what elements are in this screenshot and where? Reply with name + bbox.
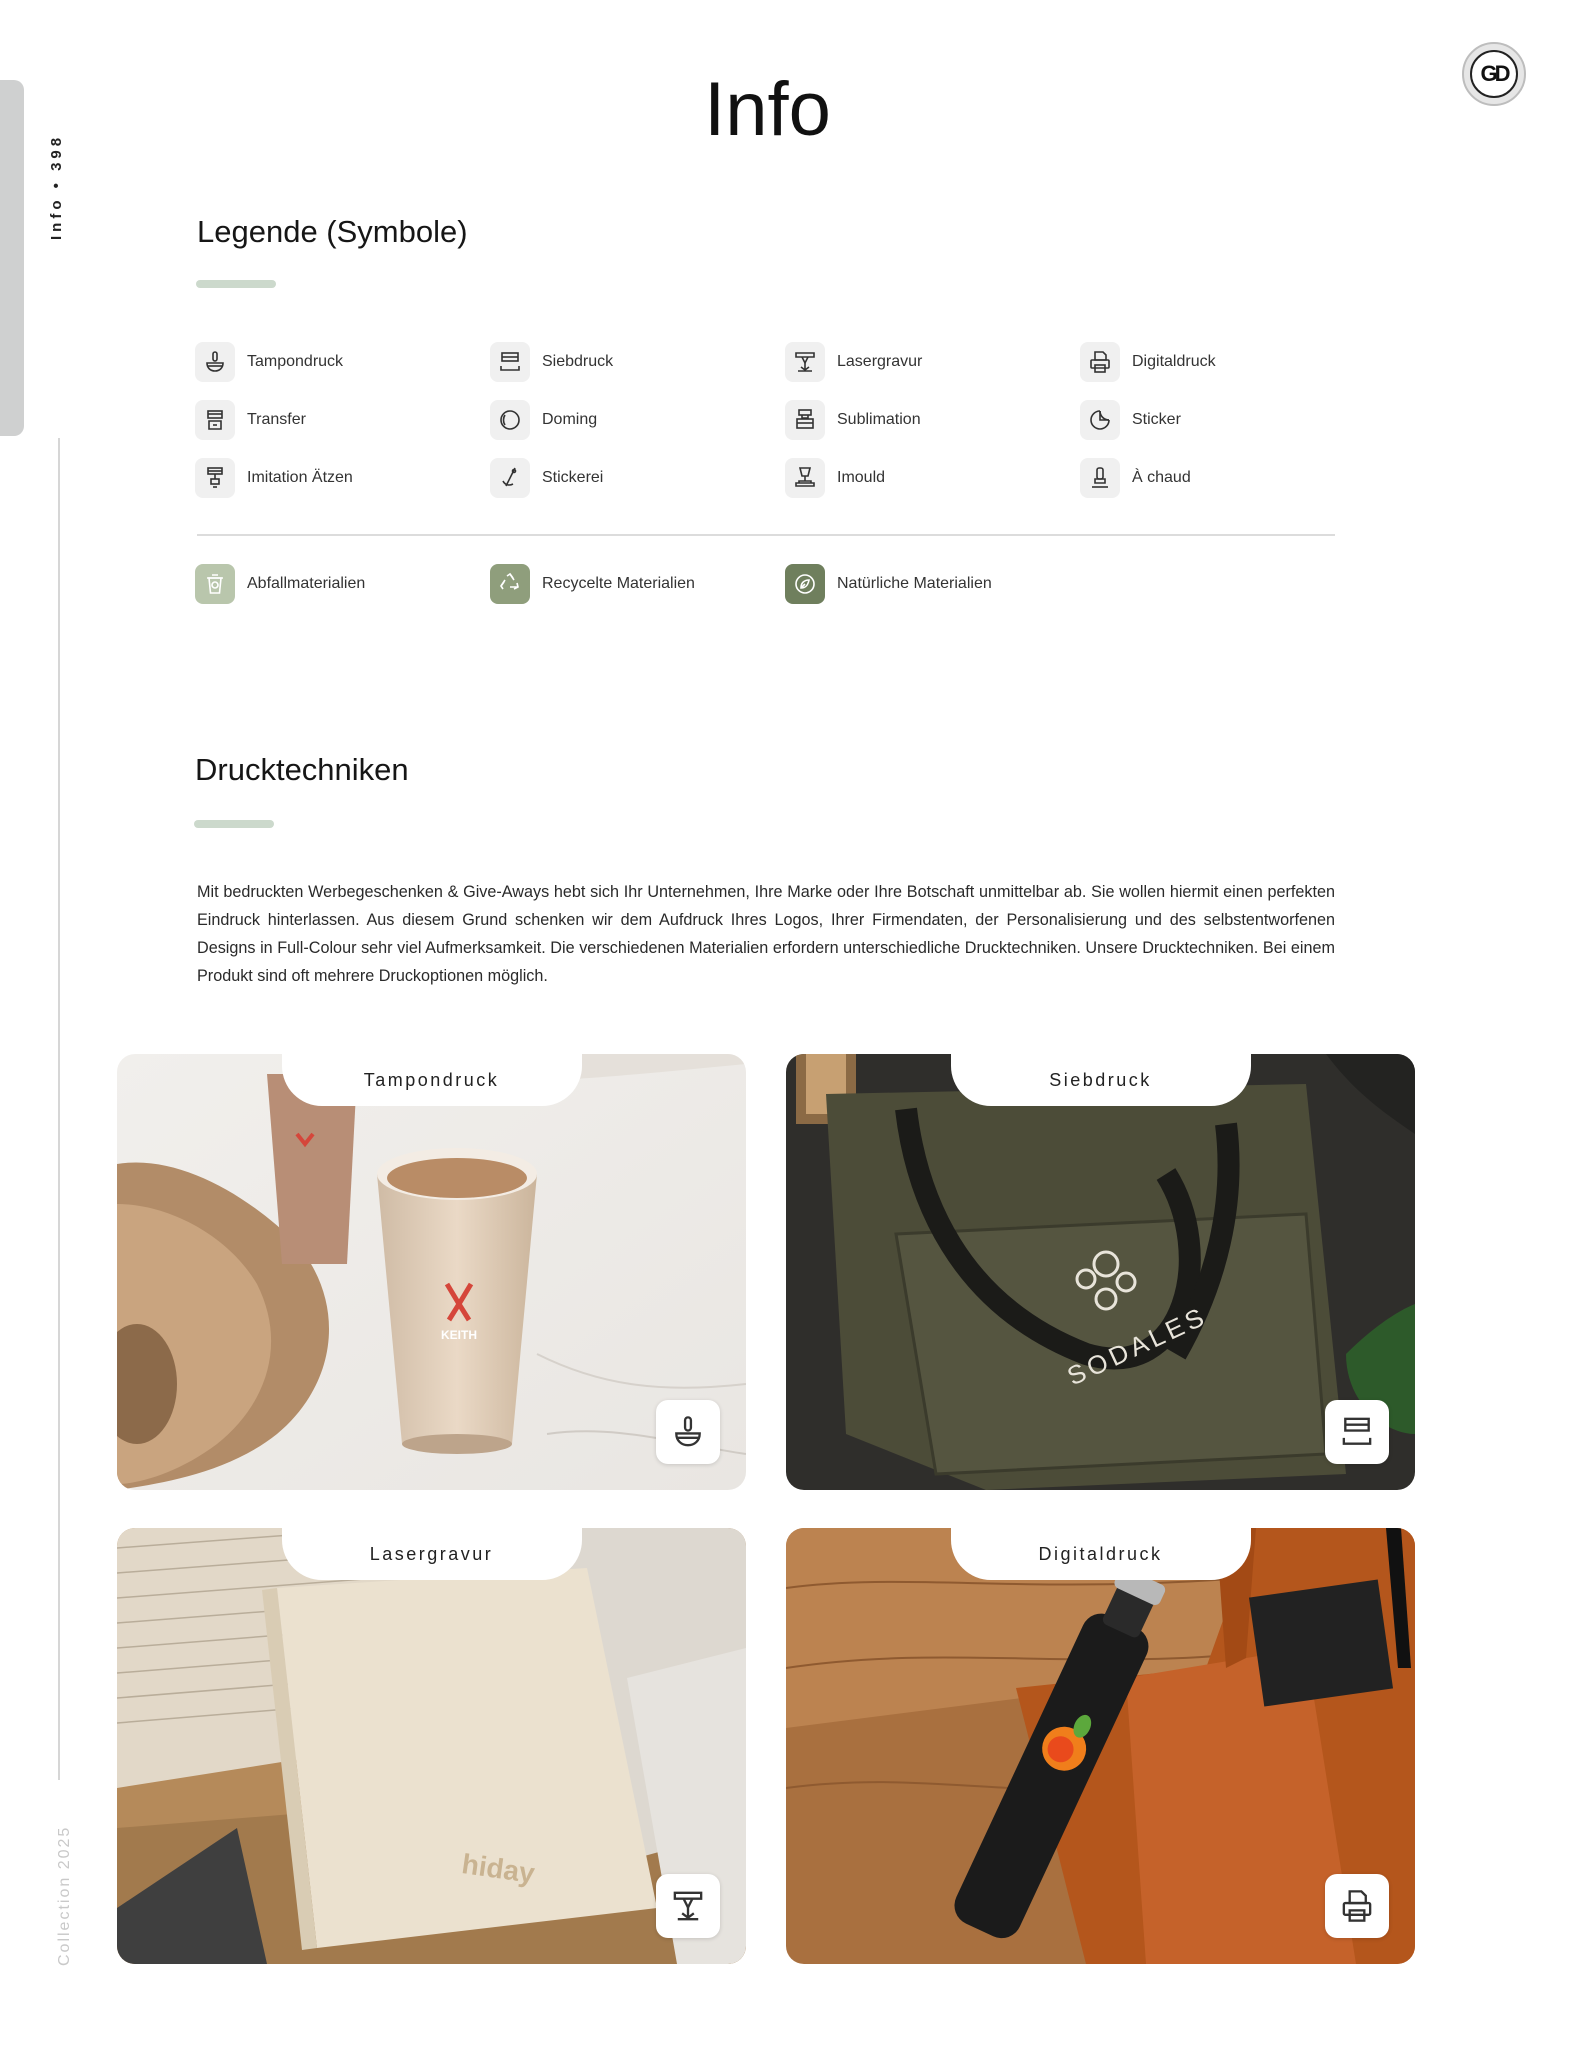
legend-item-imitation-aetzen bbox=[195, 458, 353, 498]
legend-label: Lasergravur bbox=[837, 353, 923, 370]
card-title: Lasergravur bbox=[282, 1528, 582, 1580]
legend-item-natuerliche-materialien bbox=[785, 564, 992, 604]
tote-bag-photo bbox=[786, 1054, 1415, 1490]
embroidery-icon bbox=[490, 458, 530, 498]
legend-item-siebdruck bbox=[490, 342, 613, 382]
legend-label: Digitaldruck bbox=[1132, 353, 1216, 370]
card-tampondruck[interactable] bbox=[117, 1054, 746, 1490]
legend-label: À chaud bbox=[1132, 469, 1191, 486]
doming-icon bbox=[490, 400, 530, 440]
transfer-icon bbox=[195, 400, 235, 440]
legend-accent-bar bbox=[196, 280, 276, 288]
laser-engraving-icon bbox=[785, 342, 825, 382]
screen-print-icon bbox=[1325, 1400, 1389, 1464]
collection-label: Collection 2025 bbox=[56, 1825, 73, 1966]
brand-logo-mark: GD bbox=[1470, 50, 1518, 98]
card-title: Siebdruck bbox=[951, 1054, 1251, 1106]
legend-item-sublimation bbox=[785, 400, 921, 440]
legend-divider bbox=[197, 534, 1335, 536]
legend-item-recycelte-materialien bbox=[490, 564, 695, 604]
card-lasergravur[interactable] bbox=[117, 1528, 746, 1964]
legend-item-digitaldruck bbox=[1080, 342, 1216, 382]
imitation-etching-icon bbox=[195, 458, 235, 498]
legend-item-abfallmaterialien bbox=[195, 564, 365, 604]
legend-label: Doming bbox=[542, 411, 598, 428]
legend-label: Sublimation bbox=[837, 411, 921, 428]
legend-label: Tampondruck bbox=[247, 353, 344, 370]
product-logo-text: hiday bbox=[459, 1848, 537, 1890]
pad-print-icon bbox=[195, 342, 235, 382]
water-bottle-photo bbox=[786, 1528, 1415, 1964]
product-logo-text: KEITH bbox=[441, 1328, 477, 1342]
digital-print-icon bbox=[1325, 1874, 1389, 1938]
legend-label: Siebdruck bbox=[542, 353, 614, 370]
digital-print-icon bbox=[1080, 342, 1120, 382]
legend-item-sticker bbox=[1080, 400, 1181, 440]
section-page-label: Info • 398 bbox=[48, 133, 65, 240]
legend-item-a-chaud bbox=[1080, 458, 1191, 498]
card-title: Tampondruck bbox=[282, 1054, 582, 1106]
sublimation-icon bbox=[785, 400, 825, 440]
legend-item-doming bbox=[490, 400, 597, 440]
legend-label: Sticker bbox=[1132, 411, 1181, 428]
legend-label: Recycelte Materialien bbox=[542, 575, 695, 592]
notebook-photo bbox=[117, 1528, 746, 1964]
legend-label: Abfallmaterialien bbox=[247, 575, 366, 592]
recycled-materials-icon bbox=[490, 564, 530, 604]
legend-item-tampondruck bbox=[195, 342, 343, 382]
print-techniques-heading: Drucktechniken bbox=[195, 752, 409, 787]
legend-heading: Legende (Symbole) bbox=[197, 214, 468, 249]
hot-stamp-icon bbox=[1080, 458, 1120, 498]
screen-print-icon bbox=[490, 342, 530, 382]
legend-item-imould bbox=[785, 458, 885, 498]
natural-materials-icon bbox=[785, 564, 825, 604]
coffee-cup-photo bbox=[117, 1054, 746, 1490]
legend-item-lasergravur bbox=[785, 342, 922, 382]
page-title: Info bbox=[704, 67, 831, 152]
legend-label: Natürliche Materialien bbox=[837, 575, 992, 592]
print-techniques-paragraph: Mit bedruckten Werbegeschenken & Give-Aways hebt sich Ihr Unternehmen, Ihre Marke oder Ihre Botschaft unmittelbar ab. Sie wollen hiermit einen perfekten Eindruck hinterlassen. Aus diesem Grund schenken wir dem Aufdruck Ihres Logos, Ihrer Firmendaten, der Personalisierung und des selbstentworfenen Designs in Full-Colour sehr viel Aufmerksamkeit. Die verschiedenen Materialien erfordern unterschiedliche Drucktechniken. Unsere Drucktechniken. Bei einem Produkt sind oft mehrere Druckoptionen möglich. bbox=[197, 883, 1335, 985]
legend-label: Imould bbox=[837, 469, 886, 486]
product-logo-text: SODALES bbox=[1062, 1300, 1212, 1392]
imould-icon bbox=[785, 458, 825, 498]
card-digitaldruck[interactable] bbox=[786, 1528, 1415, 1964]
card-siebdruck[interactable] bbox=[786, 1054, 1415, 1490]
card-title: Digitaldruck bbox=[951, 1528, 1251, 1580]
pad-print-icon bbox=[656, 1400, 720, 1464]
legend-item-stickerei bbox=[490, 458, 603, 498]
legend-item-transfer bbox=[195, 400, 306, 440]
legend-label: Stickerei bbox=[542, 469, 604, 486]
legend-label: Transfer bbox=[247, 411, 306, 428]
laser-engraving-icon bbox=[656, 1874, 720, 1938]
waste-materials-icon bbox=[195, 564, 235, 604]
legend-label: Imitation Ätzen bbox=[247, 469, 353, 486]
side-divider bbox=[58, 438, 60, 1780]
sticker-icon bbox=[1080, 400, 1120, 440]
print-accent-bar bbox=[194, 820, 274, 828]
